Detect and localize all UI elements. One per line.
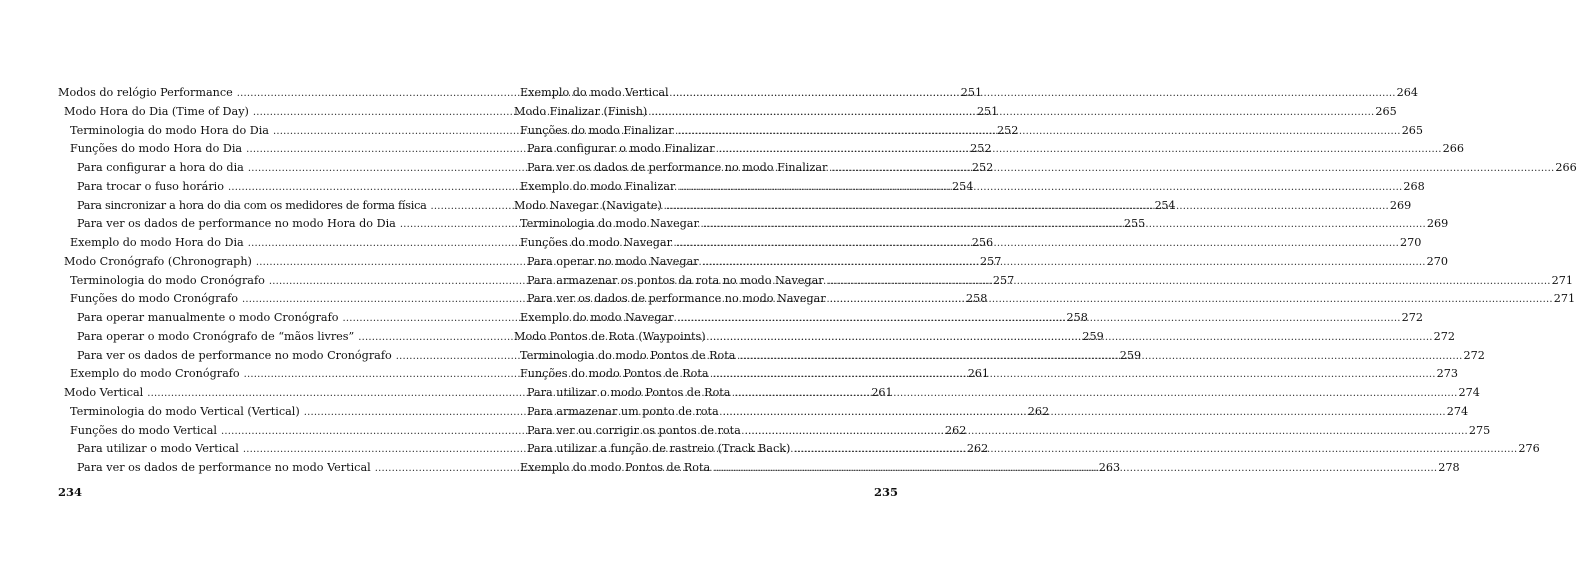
dot-leader (678, 310, 1401, 329)
toc-entry-title: Para operar o modo Cronógrafo de “mãos livres” (77, 329, 355, 343)
dot-leader (723, 404, 1446, 423)
dot-leader (651, 104, 1374, 123)
dot-leader (714, 460, 1437, 479)
toc-entry-page: 272 (1401, 311, 1423, 324)
dot-leader (710, 329, 1433, 348)
toc-entry-title: Modo Cronógrafo (Chronograph) (64, 254, 252, 268)
toc-entry-title: Para operar no modo Navegar (527, 254, 699, 268)
dot-leader (734, 385, 1457, 404)
dot-leader (828, 273, 1551, 292)
toc-entry-title: Funções do modo Pontos de Rota (520, 367, 709, 381)
dot-leader (676, 235, 1399, 254)
toc-entry-page: 259 (1119, 348, 1142, 362)
toc-entry-title: Exemplo do modo Navegar (520, 311, 674, 324)
toc-entry-title: Funções do modo Finalizar (520, 123, 674, 137)
toc-entry-page: 254 (952, 179, 974, 193)
toc-entry-title: Modo Navegar (Navigate) (514, 198, 662, 212)
toc-entry-page: 269 (1389, 198, 1412, 212)
page-number-left: 234 (58, 485, 83, 499)
toc-entry-page: 272 (1433, 329, 1455, 343)
toc-entry-title: Para trocar o fuso horário (77, 179, 224, 193)
toc-entry-page: 258 (1066, 311, 1088, 324)
toc-entry-title: Para armazenar os pontos da rota no modo Navegar (527, 273, 824, 287)
toc-entry-page: 259 (1082, 329, 1104, 343)
toc-entry-title: Para ver os dados de performance no modo Cronógrafo (77, 348, 392, 362)
toc-entry-title: Modo Finalizar (Finish) (514, 104, 648, 118)
toc-entry-title: Modo Vertical (64, 386, 144, 399)
toc-entry-title: Exemplo do modo Pontos de Rota (520, 461, 711, 474)
toc-entry-page: 274 (1446, 404, 1469, 418)
toc-entry-page: 262 (966, 442, 989, 456)
toc-entry-title: Exemplo do modo Hora do Dia (70, 236, 244, 249)
toc-entry-title: Modos do relógio Performance (58, 86, 233, 99)
toc-entry-title: Funções do modo Vertical (70, 423, 217, 437)
toc-entry-page: 252 (970, 142, 992, 156)
dot-leader (719, 141, 1442, 160)
toc-entry-title: Terminologia do modo Cronógrafo (70, 273, 265, 287)
toc-entry-page: 266 (1442, 142, 1465, 156)
toc-entry-title: Para armazenar um ponto de rota (527, 404, 719, 418)
dot-leader (794, 441, 1517, 460)
dot-leader (666, 198, 1389, 217)
toc-entry-title: Para utilizar o modo Pontos de Rota (527, 386, 731, 399)
toc-entry-page: 270 (1399, 236, 1422, 249)
toc-entry-page: 262 (1027, 404, 1050, 418)
toc-entry-page: 255 (1123, 217, 1146, 231)
dot-leader (703, 216, 1426, 235)
toc-entry-page: 251 (960, 86, 983, 99)
toc-entry-title: Terminologia do modo Navegar (520, 217, 699, 231)
toc-entry-page: 264 (1396, 86, 1419, 99)
dot-leader (739, 348, 1462, 367)
toc-entry-page: 257 (979, 254, 1002, 268)
toc-entry-page: 265 (1375, 104, 1397, 118)
toc-entry-title: Exemplo do modo Finalizar (520, 179, 676, 193)
toc-entry-title: Exemplo do modo Cronógrafo (70, 367, 240, 381)
toc-entry-title: Terminologia do modo Hora do Dia (70, 123, 269, 137)
toc-entry-page: 271 (1551, 273, 1573, 287)
toc-entry-title: Para ver os dados de performance no modo Finalizar (527, 161, 828, 174)
toc-entry-title: Funções do modo Navegar (520, 236, 672, 249)
toc-entry-title: Modo Pontos de Rota (Waypoints) (514, 329, 706, 343)
toc-entry-page: 269 (1426, 217, 1449, 231)
toc-entry-page: 256 (971, 236, 994, 249)
toc-entry-title: Para configurar a hora do dia (77, 161, 244, 174)
toc-entry-page: 258 (966, 292, 988, 306)
toc-entry-page: 275 (1468, 423, 1491, 437)
toc-entry-page: 278 (1438, 461, 1460, 474)
toc-entry-page: 268 (1403, 179, 1425, 193)
dot-leader (678, 123, 1401, 142)
toc-entry-title: Para sincronizar a hora do dia com os medidores de forma física (77, 198, 427, 212)
dot-leader (745, 423, 1468, 442)
toc-entry-page: 263 (1098, 461, 1121, 474)
toc-entry-title: Modo Hora do Dia (Time of Day) (64, 104, 249, 118)
toc-entry-page: 254 (1154, 198, 1176, 212)
toc-entry-title: Terminologia do modo Pontos de Rota (520, 348, 736, 362)
toc-entry-page: 274 (1458, 386, 1480, 399)
dot-leader (673, 85, 1396, 104)
toc-entry-title: Para ver os dados de performance no modo Hora do Dia (77, 217, 396, 231)
toc-entry-page: 261 (871, 386, 893, 399)
toc-entry-title: Exemplo do modo Vertical (520, 86, 669, 99)
dot-leader (831, 160, 1554, 179)
toc-entry-title: Para ver ou corrigir os pontos de rota (527, 423, 741, 437)
toc-entry-page: 261 (967, 367, 990, 381)
toc-entry-page: 265 (1401, 123, 1424, 137)
toc-entry-page: 262 (945, 423, 967, 437)
toc-entry-title: Para utilizar o modo Vertical (77, 442, 239, 456)
toc-entry-title: Para ver os dados de performance no modo Vertical (77, 461, 371, 474)
toc-entry-page: 251 (976, 104, 999, 118)
page-number-right: 235 (874, 485, 899, 499)
toc-entry-title: Terminologia do modo Vertical (Vertical) (70, 404, 300, 418)
toc-entry-page: 273 (1436, 367, 1458, 381)
toc-entry-title: Funções do modo Hora do Dia (70, 142, 243, 156)
toc-entry-title: Para operar manualmente o modo Cronógrafo (77, 311, 339, 324)
dot-leader (679, 179, 1402, 198)
dot-leader (703, 254, 1426, 273)
dot-leader (830, 291, 1553, 310)
toc-entry-page: 272 (1463, 348, 1485, 362)
toc-entry-page: 276 (1518, 442, 1540, 456)
toc-entry-page: 257 (992, 273, 1015, 287)
toc-entry-title: Funções do modo Cronógrafo (70, 292, 238, 306)
toc-entry-page: 270 (1426, 254, 1448, 268)
toc-entry-title: Para configurar o modo Finalizar (527, 142, 715, 156)
toc-entry (508, 384, 1480, 403)
toc-entry-page: 271 (1553, 292, 1576, 306)
toc-entry-page: 266 (1555, 161, 1577, 174)
toc-entry-page: 252 (971, 161, 994, 174)
toc-entry-page: 252 (997, 123, 1019, 137)
toc-entry-title: Para utilizar a função de rastreio (Track Back) (527, 442, 791, 456)
toc-entry-title: Para ver os dados de performance no modo Navegar (527, 292, 826, 306)
dot-leader (713, 366, 1436, 385)
